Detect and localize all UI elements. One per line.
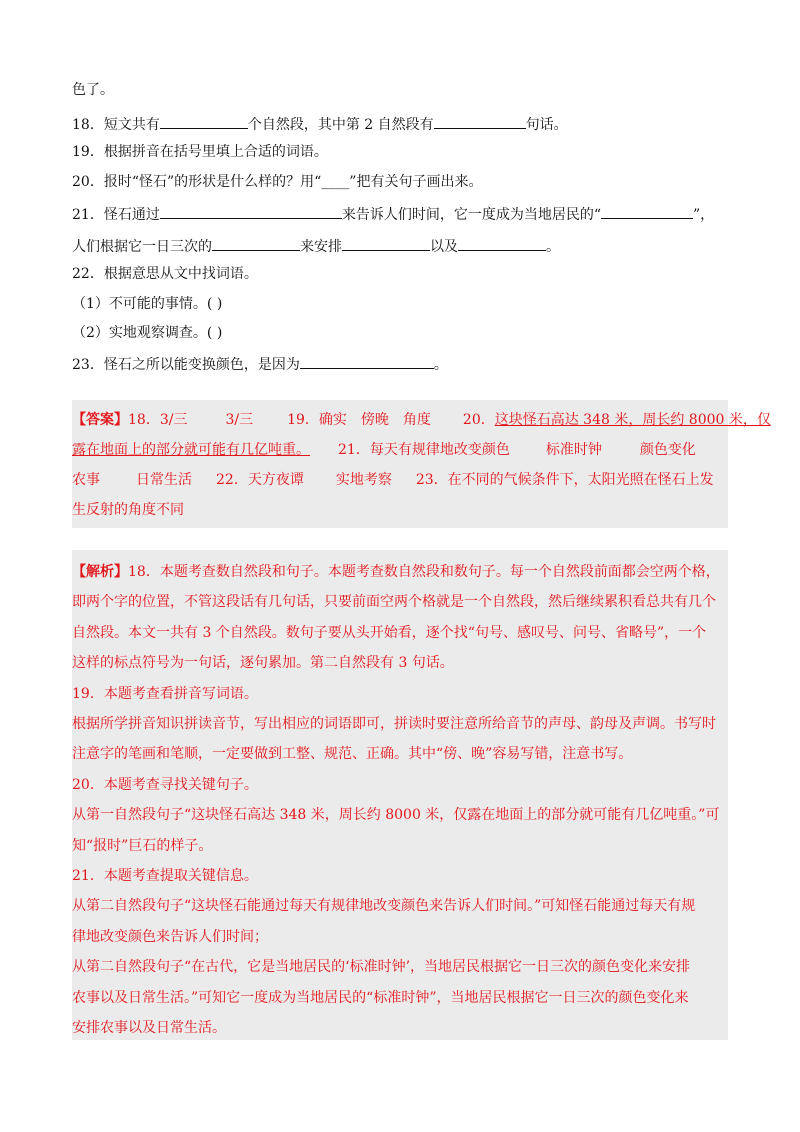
answer-22-item-1: 22．天方夜谭 (216, 472, 304, 488)
answer-18-count: 18．3/三 (128, 412, 188, 428)
analysis-tag: 【解析】 (72, 564, 128, 580)
answer-line-1 (72, 410, 771, 430)
answer-20-sentence-end: 露在地面上的部分就可能有几亿吨重。 (72, 442, 310, 458)
answer-line-2 (72, 440, 696, 460)
answer-19-word-1: 19．确实 (287, 412, 347, 428)
question-20: 20．报时“怪石”的形状是什么样的？用“____”把有关句子画出来。 (72, 174, 483, 190)
question-18-blank-2[interactable] (434, 112, 526, 129)
question-21-blank-5[interactable] (458, 234, 546, 251)
answer-18-sentences: 3/三 (225, 412, 254, 428)
analysis-line (72, 562, 720, 582)
question-21-text-d: 人们根据它一日三次的 (72, 239, 212, 255)
question-18-text-a: 18．短文共有 (72, 117, 160, 133)
question-22-item-2: （2）实地观察调查。( ) (72, 325, 223, 341)
question-23-text-b: 。 (433, 357, 448, 373)
analysis-line: 注意字的笔画和笔顺，一定要做到工整、规范、正确。其中“傍、晚”容易写错，注意书写。 (72, 746, 633, 762)
question-21-text-b: 来告诉人们时间，它一度成为当地居民的“ (341, 207, 601, 223)
answer-line-4: 生反射的角度不同 (72, 502, 184, 518)
question-21-line-2 (72, 234, 560, 257)
question-19: 19．根据拼音在括号里填上合适的词语。 (72, 144, 328, 160)
answer-23-start: 23．在不同的气候条件下，太阳光照在怪石上发 (415, 472, 714, 488)
analysis-line: 从第二自然段句子“在古代，它是当地居民的‘标准时钟’，当地居民根据它一日三次的颜色变化来安排 (72, 959, 691, 975)
question-21-text-a: 21．怪石通过 (72, 207, 160, 223)
question-21-line-1 (72, 202, 714, 225)
question-22: 22．根据意思从文中找词语。 (72, 266, 258, 282)
analysis-line: 从第二自然段句子“这块怪石能通过每天有规律地改变颜色来告诉人们时间。”可知怪石能通过每天有规 (72, 898, 696, 914)
answer-21-item-1: 21．每天有规律地改变颜色 (338, 442, 510, 458)
answer-21-item-4: 农事 (72, 472, 100, 488)
analysis-line: 19．本题考查看拼音写词语。 (72, 686, 258, 702)
answer-22-item-2: 实地考察 (335, 472, 392, 488)
analysis-line: 根据所学拼音知识拼读音节，写出相应的词语即可，拼读时要注意所给音节的声母、韵母及声调。书写时 (72, 716, 716, 732)
question-18-text-c: 句话。 (525, 117, 568, 133)
analysis-line: 农事以及日常生活。”可知它一度成为当地居民的“标准时钟”，当地居民根据它一日三次的颜色变化来 (72, 990, 689, 1006)
question-21-text-c: ”， (692, 207, 715, 223)
question-18-text-b: 个自然段，其中第 2 自然段有 (247, 117, 434, 133)
answer-19-word-3: 角度 (402, 412, 431, 428)
analysis-line: 律地改变颜色来告诉人们时间； (72, 929, 268, 945)
analysis-line: 这样的标点符号为一句话，逐句累加。第二自然段有 3 句话。 (72, 655, 454, 671)
question-21-blank-3[interactable] (212, 234, 300, 251)
answer-21-item-2: 标准时钟 (545, 442, 602, 458)
question-23 (72, 352, 448, 375)
analysis-line: 自然段。本文一共有 3 个自然段。数句子要从头开始看，逐个找“句号、感叹号、问号、省略号”，一个 (72, 625, 707, 641)
question-21-text-e: 来安排 (300, 239, 342, 255)
question-21-text-f: 以及 (430, 239, 458, 255)
analysis-line: 即两个字的位置，不管这段话有几句话，只要前面空两个格就是一个自然段，然后继续累积看总共有几个 (72, 594, 716, 610)
answer-21-item-5: 日常生活 (136, 472, 192, 488)
question-21-text-g: 。 (546, 239, 560, 255)
analysis-line: 21．本题考查提取关键信息。 (72, 868, 258, 884)
answer-21-item-3: 颜色变化 (639, 442, 696, 458)
question-21-blank-2[interactable] (601, 202, 693, 219)
question-18-blank-1[interactable] (160, 112, 248, 129)
question-21-blank-4[interactable] (342, 234, 430, 251)
question-22-item-1: （1）不可能的事情。( ) (72, 296, 223, 312)
answer-line-3 (72, 470, 714, 490)
analysis-line: 20．本题考查寻找关键句子。 (72, 777, 258, 793)
question-21-blank-1[interactable] (160, 202, 342, 219)
answer-19-word-2: 傍晚 (360, 412, 389, 428)
analysis-line: 知“报时”巨石的样子。 (72, 838, 213, 854)
analysis-line: 安排农事以及日常生活。 (72, 1020, 226, 1036)
analysis-line: 从第一自然段句子“这块怪石高达 348 米，周长约 8000 米，仅露在地面上的部分就可能有几亿吨重。”可 (72, 807, 720, 823)
question-23-blank[interactable] (300, 352, 434, 369)
question-17-tail: 色了。 (72, 82, 114, 98)
answer-20-sentence-start: 这块怪石高达 348 米，周长约 8000 米，仅 (494, 412, 771, 428)
question-18 (72, 112, 568, 135)
question-23-text-a: 23．怪石之所以能变换颜色，是因为 (72, 357, 300, 373)
analysis-text: 18．本题考查数自然段和句子。本题考查数自然段和数句子。每一个自然段前面都会空两个格， (128, 564, 720, 580)
answer-tag: 【答案】 (72, 412, 128, 428)
answer-20-label: 20． (462, 412, 495, 428)
